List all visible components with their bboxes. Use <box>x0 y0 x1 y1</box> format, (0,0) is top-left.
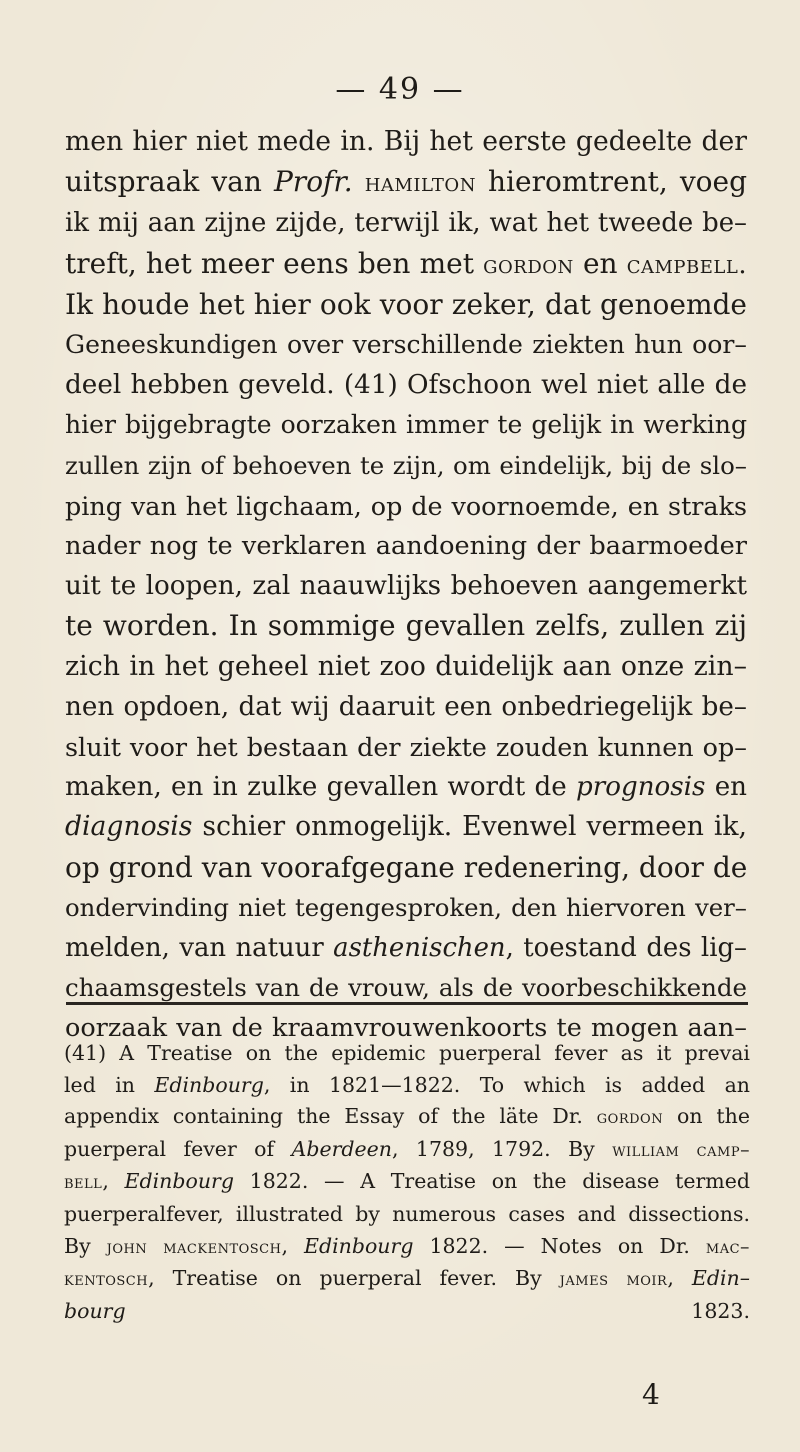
body-line-segment: nen opdoen, dat wij daaruit een onbedriegelijk be– <box>65 691 747 722</box>
body-line-segment: Profr. <box>273 165 353 199</box>
footnote-line <box>64 1199 750 1231</box>
footnote-line-segment: Edinbourg <box>304 1233 414 1258</box>
footnote-line-segment: Edinbourg <box>124 1169 234 1194</box>
body-line-segment: chaamsgestels van de vrouw, als de voorbeschikkende <box>65 973 747 1003</box>
body-line-segment: zullen zijn of behoeven te zijn, om eindelijk, bij de slo– <box>65 450 747 480</box>
body-line <box>65 203 747 243</box>
page-number: — 49 — <box>335 72 465 107</box>
body-line-segment: ik mij aan zijne zijde, terwijl ik, wat het tweede be– <box>65 208 747 239</box>
footnote-line-segment: , in 1821—1822. To which is added an <box>263 1072 751 1097</box>
footnote-line-segment: puerperal fever of <box>64 1136 292 1161</box>
footnote-line-segment: kentosch <box>64 1268 149 1291</box>
body-line <box>65 848 747 888</box>
footnote-line-segment: 1822. — Notes on Dr. <box>413 1233 706 1258</box>
body-line-segment: Geneeskundigen over verschillende ziekten hun oor– <box>65 330 747 360</box>
body-line-segment: Ik houde het hier ook voor zeker, dat genoemde <box>65 287 747 321</box>
footnote-line-segment: on the <box>663 1104 750 1129</box>
body-line-segment: gordon <box>483 249 574 280</box>
body-line-segment: treft, het meer eens ben met <box>65 246 484 280</box>
body-line <box>65 446 747 486</box>
footnote-line-segment: led in <box>64 1072 155 1097</box>
body-line-segment: nader nog te verklaren aandoening der baarmoeder <box>65 531 747 562</box>
body-line-segment: en <box>573 246 627 280</box>
body-line <box>65 767 747 807</box>
footnote-line-segment: Aberdeen <box>291 1136 392 1161</box>
body-text <box>65 122 747 1049</box>
body-line-segment: ping van het ligchaam, op de voornoemde, en straks <box>65 490 747 521</box>
body-line <box>65 566 747 606</box>
body-line <box>65 405 747 445</box>
footnote <box>64 1038 750 1327</box>
body-line-segment: deel hebben geveld. (41) Ofschoon wel niet alle de <box>65 370 747 401</box>
footnote-line-segment: , <box>102 1169 125 1194</box>
body-line-segment: hieromtrent, voeg <box>475 165 748 199</box>
footnote-line-segment: john mackentosch <box>106 1235 282 1258</box>
footnote-line <box>64 1101 750 1134</box>
footnote-line-segment: bell <box>64 1171 103 1194</box>
body-line-segment <box>353 165 365 198</box>
footnote-line-segment: (41) A Treatise on the epidemic puerperal fever as it prevai <box>64 1041 750 1065</box>
footnote-line-segment: gordon <box>596 1106 664 1129</box>
footnote-line-segment: , Treatise on puerperal fever. By <box>148 1266 560 1291</box>
body-line <box>65 526 747 566</box>
body-line <box>65 325 747 365</box>
footnote-rule <box>66 1002 748 1005</box>
body-line <box>65 606 747 646</box>
body-line-segment: campbell. <box>626 249 748 280</box>
body-line <box>65 486 747 526</box>
footnote-line-segment: 1822. — A Treatise on the disease termed <box>233 1169 750 1194</box>
body-line <box>65 687 747 727</box>
body-line-segment: ondervinding niet tegengesproken, den hiervoren ver– <box>65 892 747 922</box>
body-line-segment: schier onmogelijk. Evenwel vermeen ik, <box>192 811 747 843</box>
footnote-line <box>64 1263 750 1296</box>
body-line-segment: hamilton <box>364 168 476 199</box>
footnote-line-segment: mac– <box>705 1235 750 1258</box>
body-line <box>65 122 747 162</box>
body-line-segment: diagnosis <box>65 811 193 843</box>
body-line-segment: asthenischen <box>333 933 506 964</box>
signature-mark: 4 <box>642 1378 660 1411</box>
body-line <box>65 807 747 847</box>
body-line-segment: melden, van natuur <box>65 933 334 964</box>
body-line-segment: te worden. In sommige gevallen zelfs, zullen zij <box>65 609 747 643</box>
footnote-line <box>64 1070 750 1102</box>
footnote-line-segment: bourg <box>64 1298 126 1323</box>
body-line <box>65 928 747 968</box>
footnote-line-segment: Edinbourg <box>154 1072 264 1097</box>
footnote-line-segment: , <box>281 1233 304 1258</box>
body-line <box>65 647 747 687</box>
footnote-line-segment: appendix containing the Essay of the läte Dr. <box>64 1104 597 1129</box>
footnote-line-segment: james moir <box>559 1268 668 1291</box>
body-line <box>65 888 747 928</box>
body-line <box>65 244 747 285</box>
footnote-line-segment: By <box>64 1233 107 1258</box>
footnote-line <box>64 1038 750 1070</box>
body-line-segment: sluit voor het bestaan der ziekte zouden kunnen op– <box>65 732 747 763</box>
footnote-line <box>64 1231 750 1264</box>
body-line-segment: men hier niet mede in. Bij het eerste gedeelte der <box>65 126 747 157</box>
footnote-line-segment: , <box>667 1266 692 1291</box>
footnote-line <box>64 1296 750 1328</box>
body-line-segment: uitspraak van <box>65 165 274 199</box>
footnote-line-segment: Edin– <box>691 1266 750 1291</box>
body-line-segment: uit te loopen, zal naauwlijks behoeven aangemerkt <box>65 571 747 602</box>
footnote-line-segment: , 1789, 1792. By <box>391 1136 613 1161</box>
footnote-line-segment: 1823. <box>125 1298 750 1323</box>
body-line <box>65 162 747 203</box>
body-line-segment: prognosis <box>576 772 706 803</box>
body-line <box>65 365 747 405</box>
body-line-segment: maken, en in zulke gevallen wordt de <box>65 772 577 803</box>
footnote-line <box>64 1166 750 1199</box>
body-line-segment: op grond van voorafgegane redenering, door de <box>65 850 748 884</box>
body-line <box>65 727 747 767</box>
body-line-segment: oorzaak van de kraamvrouwenkoorts te mogen aan– <box>65 1013 747 1044</box>
body-line-segment: , toestand des lig– <box>505 933 747 964</box>
footnote-line <box>64 1134 750 1167</box>
footnote-line-segment: william camp– <box>612 1138 751 1161</box>
body-line-segment: hier bijgebragte oorzaken immer te gelijk in werking <box>65 410 747 440</box>
footnote-line-segment: puerperalfever, illustrated by numerous cases and dissections. <box>64 1201 750 1226</box>
body-line <box>65 285 747 325</box>
body-line-segment: en <box>705 772 748 803</box>
body-line-segment: zich in het geheel niet zoo duidelijk aan onze zin– <box>65 650 747 682</box>
